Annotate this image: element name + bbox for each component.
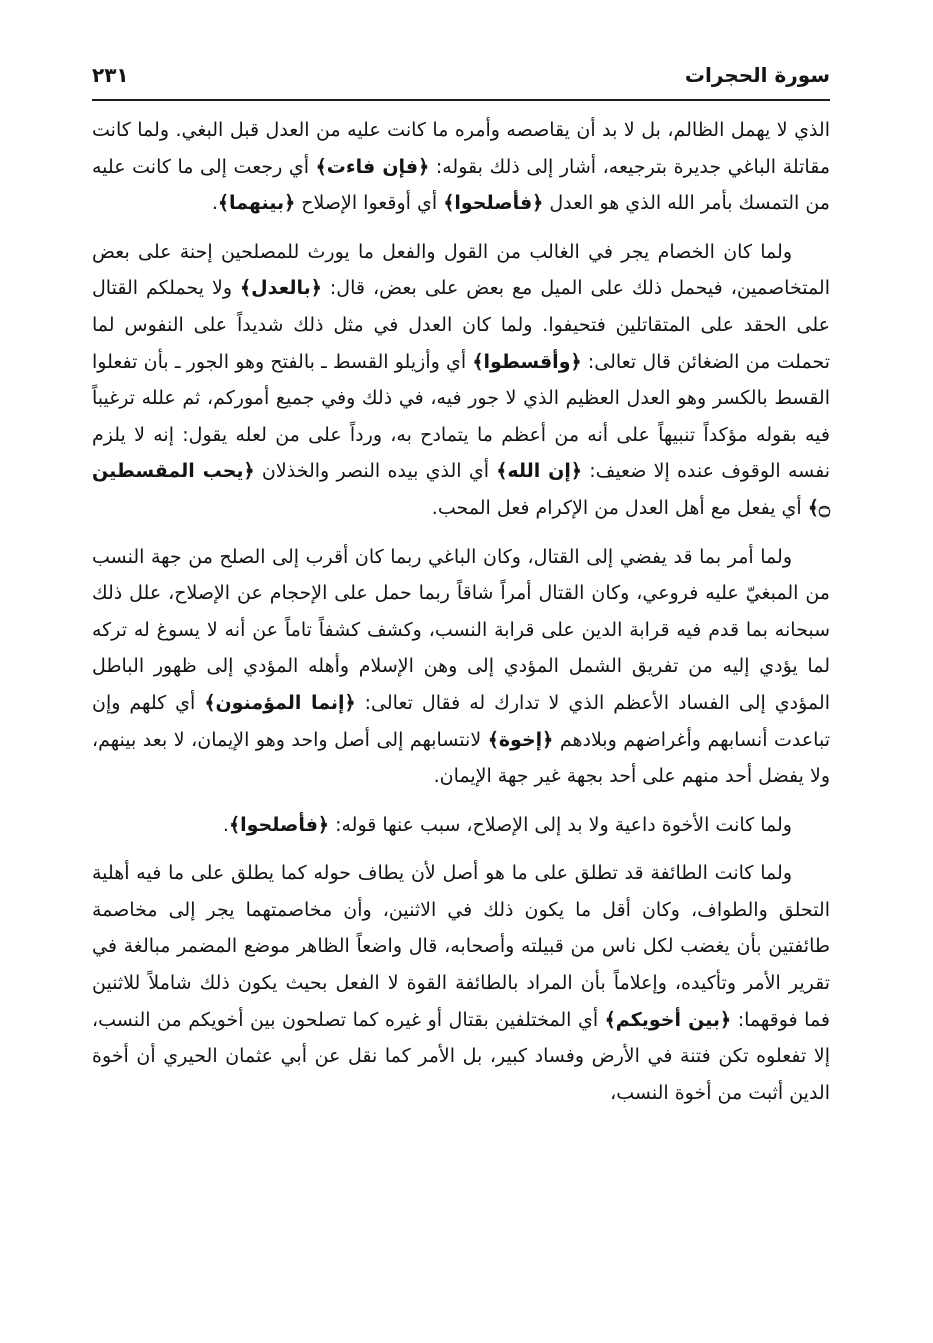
text-run: ولما كانت الأخوة داعية ولا بد إلى الإصلاح، سبب عنها قوله: [329, 813, 792, 836]
paragraph [92, 539, 830, 795]
text-run: أي رجعت إلى ما كانت عليه من التمسك بأمر الله الذي هو العدل [92, 155, 830, 215]
quran-quote: ﴿بالعدل﴾ [240, 277, 322, 300]
text-run: أي كلهم وإن تباعدت أنسابهم وأغراضهم وبلادهم [92, 691, 830, 751]
text-run: أي الذي بيده النصر والخذلان [254, 460, 497, 483]
paragraph-gap [92, 795, 830, 807]
text-run: ولما كانت الطائفة قد تطلق على ما هو أصل لأن يطاف حوله كما يطلق على ما فيه أهلية التحلق والطواف، وكان أقل ما يكون ذلك في الاثنين، وأن مخاصمتهما يجر إلى مخاصمة طائفتين بأن يغضب لكل ناس من قبيلته وأصحابه، قال واضعاً الظاهر موضع المضمر مبالغة في تقرير الأمر وتأكيده، وإعلاماً بأن المراد بالطائفة القوة لا الفعل بحيث يكون ذلك شاملاً للاثنين فما فوقهما: [92, 862, 831, 1031]
quran-quote: ﴿إن الله﴾ [496, 460, 582, 483]
paragraph-gap [92, 222, 830, 234]
header-rule [92, 99, 830, 101]
text-run: ولما أمر بما قد يفضي إلى القتال، وكان الباغي ربما كان أقرب إلى الصلح من جهة النسب من المبغيّ عليه فروعي، وكان القتال أمراً شاقاً ربما حمل على الإحجام عن الإصلاح، علل ذلك سبحانه بما قدم فيه قرابة الدين على قرابة النسب، وكشف كشفاً تاماً عن أنه لا يسوغ له تركه لما يؤدي إليه من تفريق الشمل المؤدي إلى وهن الإسلام وأهله المؤدي إلى ظهور الباطل المؤدي إلى الفساد الأعظم الذي لا تدارك له فقال تعالى: [92, 545, 830, 714]
surah-title: سورة الحجرات [684, 63, 830, 87]
paragraph-gap [92, 527, 830, 539]
text-run: أي المختلفين بقتال أو غيره كما تصلحون بين أخويكم من النسب، إلا تفعلوه تكن فتنة في الأرض وفساد كبير، بل الأمر كما نقل عن أبي عثمان الحيري أن أخوة الدين أثبت من أخوة النسب، [92, 1008, 830, 1104]
quran-quote: ﴿فإن فاءت﴾ [315, 155, 430, 178]
quran-quote: ﴿بين أخويكم﴾ [604, 1008, 732, 1031]
quran-quote: ﴿إنما المؤمنون﴾ [204, 691, 356, 714]
text-run: أي وأزيلو القسط ـ بالفتح وهو الجور ـ بأن تفعلوا القسط بالكسر وهو العدل العظيم الذي لا جور فيه، في ذلك وفي جميع أموركم، ثم علله ترغيباً فيه بقوله مؤكداً تنبيهاً على أنه من أعظم ما يتمادح به، ورداً على من لعله يقول: إنه لا يلزم نفسه الوقوف عنده إلا ضعيف: [92, 350, 830, 483]
paragraph [92, 112, 830, 222]
paragraph [92, 807, 830, 844]
text-run: . [222, 813, 229, 836]
quran-quote: ﴿وأقسطوا﴾ [472, 350, 582, 373]
quran-quote: ﴿فأصلحوا﴾ [443, 192, 544, 215]
paragraph [92, 855, 830, 1111]
quran-quote: ﴿يحب المقسطين ۝﴾ [92, 460, 830, 519]
text-run: ولما كان الخصام يجر في الغالب من القول والفعل ما يورث للمصلحين إحنة على بعض المتخاصمين، فيحمل ذلك على الميل مع بعض على بعض، قال: [92, 240, 830, 300]
text-run: الذي لا يهمل الظالم، بل لا بد أن يقاصصه وأمره ما كانت عليه من العدل قبل البغي. ولما كانت مقاتلة الباغي جديرة بترجيعه، أشار إلى ذلك بقوله: [92, 119, 831, 178]
body-text [92, 112, 830, 1111]
text-run: . [211, 192, 218, 215]
page-header [92, 60, 830, 94]
quran-quote: ﴿بينهما﴾ [217, 192, 296, 215]
text-run: لانتسابهم إلى أصل واحد وهو الإيمان، لا بعد بينهم، ولا يفضل أحد منهم على أحد بجهة غير جهة الإيمان. [92, 728, 830, 788]
text-run: أي أوقعوا الإصلاح [295, 192, 444, 215]
paragraph-gap [92, 843, 830, 855]
text-run: أي يفعل مع أهل العدل من الإكرام فعل المحب. [431, 496, 808, 519]
text-run: ولا يحملكم القتال على الحقد على المتقاتلين فتحيفوا. ولما كان العدل في مثل ذلك شديداً على النفوس لما تحملت من الضغائن قال تعالى: [92, 277, 830, 373]
quran-quote: ﴿فأصلحوا﴾ [228, 813, 330, 836]
quran-quote: ﴿إخوة﴾ [487, 728, 554, 751]
page-number: ٢٣١ [92, 63, 129, 87]
paragraph [92, 234, 830, 527]
